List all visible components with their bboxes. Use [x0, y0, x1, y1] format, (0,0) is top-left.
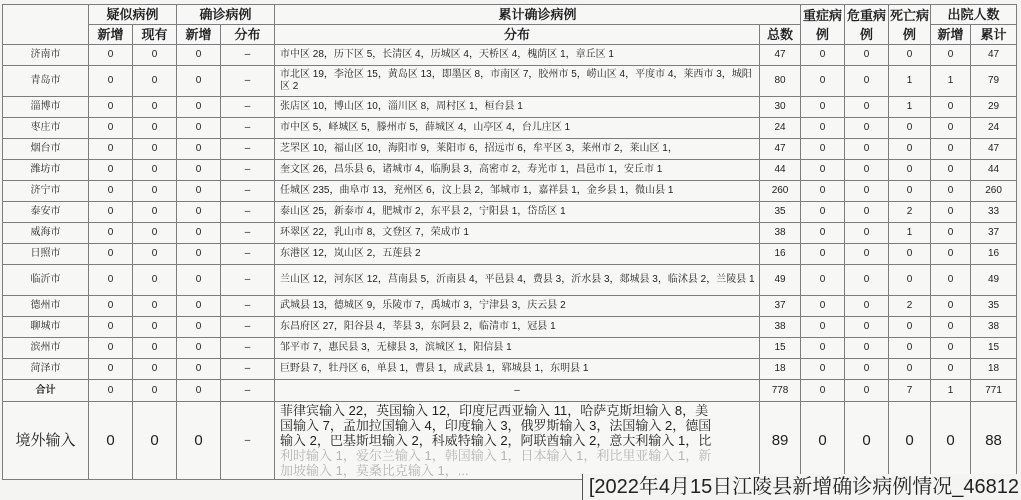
dist-line: 利时输入 1，爱尔兰输入 1，韩国输入 1，日本输入 1，利比里亚输入 1，新	[280, 448, 712, 463]
header-critical: 危重病例	[845, 5, 889, 45]
row-cumulative-total: 47	[760, 139, 801, 160]
row-city: 济南市	[3, 45, 89, 66]
table-row	[3, 181, 1017, 202]
row-discharged-new: 0	[931, 45, 971, 66]
row-severe: 0	[801, 402, 845, 480]
row-cumulative-total: 38	[760, 317, 801, 338]
row-cumulative-dist: 市北区 19，李沧区 15，黄岛区 13，即墨区 8，市南区 7，胶州市 5，崂山区 4，平度市 4，莱西市 3，城阳区 2	[275, 66, 760, 97]
row-severe: 0	[801, 317, 845, 338]
row-suspected-new: 0	[89, 296, 133, 317]
row-suspected-new: 0	[89, 181, 133, 202]
row-suspected-current: 0	[133, 265, 177, 296]
row-cumulative-total: 15	[760, 338, 801, 359]
row-suspected-current: 0	[133, 181, 177, 202]
row-confirmed-new: 0	[177, 97, 221, 118]
row-cumulative-total: 24	[760, 118, 801, 139]
row-suspected-new: 0	[89, 380, 133, 402]
row-severe: 0	[801, 202, 845, 223]
row-severe: 0	[801, 139, 845, 160]
row-confirmed-dist: –	[221, 402, 275, 480]
row-suspected-new: 0	[89, 402, 133, 480]
header-discharged: 出院人数	[931, 5, 1017, 25]
row-confirmed-dist: –	[221, 380, 275, 402]
row-city: 菏泽市	[3, 359, 89, 380]
row-discharged-cum: 24	[971, 118, 1017, 139]
row-suspected-current: 0	[133, 45, 177, 66]
row-city: 合计	[3, 380, 89, 402]
table-row-imported	[3, 402, 1017, 480]
row-cumulative-dist: 兰山区 12，河东区 12，莒南县 5，沂南县 4，平邑县 4，费县 3，沂水县 3，郯城县 3，临沭县 2，兰陵县 1	[275, 265, 760, 296]
row-cumulative-dist: 市中区 28，历下区 5，长清区 4，历城区 4，天桥区 4，槐荫区 1，章丘区 1	[275, 45, 760, 66]
header-city	[3, 5, 89, 45]
row-city: 境外输入	[3, 402, 89, 480]
row-cumulative-total: 49	[760, 265, 801, 296]
row-cumulative-total: 18	[760, 359, 801, 380]
row-confirmed-new: 0	[177, 380, 221, 402]
row-death: 0	[889, 118, 931, 139]
row-city: 济宁市	[3, 181, 89, 202]
header-discharged-new: 新增	[931, 25, 971, 45]
header-confirmed: 确诊病例	[177, 5, 275, 25]
row-cumulative-total: 47	[760, 45, 801, 66]
row-suspected-current: 0	[133, 97, 177, 118]
row-critical: 0	[845, 402, 889, 480]
row-severe: 0	[801, 380, 845, 402]
row-suspected-new: 0	[89, 45, 133, 66]
row-suspected-new: 0	[89, 223, 133, 244]
row-suspected-current: 0	[133, 223, 177, 244]
row-confirmed-new: 0	[177, 338, 221, 359]
row-suspected-current: 0	[133, 296, 177, 317]
row-death: 0	[889, 244, 931, 265]
row-severe: 0	[801, 338, 845, 359]
row-cumulative-dist: 任城区 235，曲阜市 13，兖州区 6，汶上县 2，邹城市 1，嘉祥县 1，金乡县 1，微山县 1	[275, 181, 760, 202]
row-confirmed-dist: –	[221, 118, 275, 139]
row-death: 1	[889, 97, 931, 118]
row-city: 德州市	[3, 296, 89, 317]
row-confirmed-dist: –	[221, 338, 275, 359]
row-death: 1	[889, 66, 931, 97]
row-confirmed-new: 0	[177, 118, 221, 139]
row-suspected-new: 0	[89, 97, 133, 118]
row-discharged-cum: 260	[971, 181, 1017, 202]
row-severe: 0	[801, 45, 845, 66]
row-cumulative-total: 260	[760, 181, 801, 202]
row-confirmed-dist: –	[221, 181, 275, 202]
row-discharged-cum: 33	[971, 202, 1017, 223]
row-severe: 0	[801, 118, 845, 139]
row-death: 0	[889, 45, 931, 66]
row-discharged-new: 0	[931, 359, 971, 380]
row-discharged-new: 0	[931, 402, 971, 480]
row-death: 1	[889, 223, 931, 244]
row-discharged-cum: 44	[971, 160, 1017, 181]
row-discharged-new: 0	[931, 160, 971, 181]
row-confirmed-new: 0	[177, 402, 221, 480]
row-confirmed-new: 0	[177, 181, 221, 202]
row-confirmed-dist: –	[221, 296, 275, 317]
dist-line: 输入 2，巴基斯坦输入 2，科威特输入 2，阿联酋输入 2，意大利输入 1，比	[280, 433, 712, 448]
table-row	[3, 265, 1017, 296]
table-row	[3, 359, 1017, 380]
table-row	[3, 139, 1017, 160]
row-discharged-new: 1	[931, 380, 971, 402]
row-suspected-current: 0	[133, 160, 177, 181]
row-critical: 0	[845, 338, 889, 359]
row-cumulative-dist: 东港区 12，岚山区 2，五莲县 2	[275, 244, 760, 265]
table-row	[3, 338, 1017, 359]
row-discharged-new: 1	[931, 66, 971, 97]
row-city: 淄博市	[3, 97, 89, 118]
row-suspected-current: 0	[133, 66, 177, 97]
row-death: 0	[889, 181, 931, 202]
row-death: 0	[889, 338, 931, 359]
row-confirmed-dist: –	[221, 359, 275, 380]
row-death: 0	[889, 160, 931, 181]
row-cumulative-dist: 东昌府区 27，阳谷县 4，莘县 3，东阿县 2，临清市 1，冠县 1	[275, 317, 760, 338]
row-confirmed-dist: –	[221, 244, 275, 265]
row-confirmed-new: 0	[177, 160, 221, 181]
header-death: 死亡病例	[889, 5, 931, 45]
header-suspected-current: 现有	[133, 25, 177, 45]
row-confirmed-dist: –	[221, 202, 275, 223]
row-discharged-new: 0	[931, 118, 971, 139]
row-discharged-cum: 37	[971, 223, 1017, 244]
row-cumulative-total: 30	[760, 97, 801, 118]
row-cumulative-dist: 奎文区 26，昌乐县 6，诸城市 4，临朐县 3，高密市 2，寿光市 1，昌邑市 1，安丘市 1	[275, 160, 760, 181]
row-discharged-cum: 771	[971, 380, 1017, 402]
row-city: 威海市	[3, 223, 89, 244]
row-cumulative-dist	[275, 402, 760, 480]
row-suspected-current: 0	[133, 139, 177, 160]
row-critical: 0	[845, 244, 889, 265]
row-severe: 0	[801, 265, 845, 296]
row-severe: 0	[801, 160, 845, 181]
row-discharged-new: 0	[931, 139, 971, 160]
row-severe: 0	[801, 223, 845, 244]
table-row	[3, 202, 1017, 223]
table-row	[3, 66, 1017, 97]
row-cumulative-dist: –	[275, 380, 760, 402]
row-severe: 0	[801, 181, 845, 202]
table-row	[3, 45, 1017, 66]
table-row	[3, 118, 1017, 139]
row-cumulative-dist: 邹平市 7，惠民县 3，无棣县 3，滨城区 1，阳信县 1	[275, 338, 760, 359]
row-suspected-current: 0	[133, 402, 177, 480]
row-confirmed-new: 0	[177, 139, 221, 160]
row-critical: 0	[845, 380, 889, 402]
row-suspected-new: 0	[89, 359, 133, 380]
row-death: 7	[889, 380, 931, 402]
row-suspected-new: 0	[89, 118, 133, 139]
row-cumulative-total: 37	[760, 296, 801, 317]
row-confirmed-new: 0	[177, 202, 221, 223]
header-discharged-cum: 累计	[971, 25, 1017, 45]
row-critical: 0	[845, 66, 889, 97]
row-suspected-new: 0	[89, 338, 133, 359]
table-row	[3, 296, 1017, 317]
header-suspected: 疑似病例	[89, 5, 177, 25]
row-suspected-new: 0	[89, 317, 133, 338]
row-confirmed-dist: –	[221, 45, 275, 66]
row-cumulative-total: 44	[760, 160, 801, 181]
row-city: 枣庄市	[3, 118, 89, 139]
row-death: 0	[889, 265, 931, 296]
row-cumulative-dist: 武城县 13，德城区 9，乐陵市 7，禹城市 3，宁津县 3，庆云县 2	[275, 296, 760, 317]
row-cumulative-dist: 张店区 10，博山区 10，淄川区 8，周村区 1，桓台县 1	[275, 97, 760, 118]
row-discharged-cum: 16	[971, 244, 1017, 265]
row-discharged-new: 0	[931, 265, 971, 296]
row-discharged-cum: 18	[971, 359, 1017, 380]
table-row	[3, 223, 1017, 244]
header-cumulative: 累计确诊病例	[275, 5, 801, 25]
row-confirmed-new: 0	[177, 265, 221, 296]
row-confirmed-dist: –	[221, 160, 275, 181]
row-discharged-cum: 15	[971, 338, 1017, 359]
row-death: 0	[889, 139, 931, 160]
row-confirmed-new: 0	[177, 66, 221, 97]
dist-line: 菲律宾输入 22，英国输入 12，印度尼西亚输入 11，哈萨克斯坦输入 8，美	[280, 403, 709, 418]
row-critical: 0	[845, 359, 889, 380]
row-suspected-current: 0	[133, 338, 177, 359]
row-discharged-new: 0	[931, 244, 971, 265]
row-death: 0	[889, 317, 931, 338]
row-discharged-cum: 47	[971, 45, 1017, 66]
row-cumulative-total: 16	[760, 244, 801, 265]
row-suspected-new: 0	[89, 244, 133, 265]
row-suspected-new: 0	[89, 160, 133, 181]
row-critical: 0	[845, 317, 889, 338]
row-critical: 0	[845, 181, 889, 202]
table-row-total	[3, 380, 1017, 402]
row-suspected-current: 0	[133, 118, 177, 139]
row-confirmed-dist: –	[221, 66, 275, 97]
header-confirmed-dist: 分布	[221, 25, 275, 45]
table-row	[3, 244, 1017, 265]
row-confirmed-new: 0	[177, 45, 221, 66]
row-cumulative-total: 80	[760, 66, 801, 97]
row-confirmed-dist: –	[221, 265, 275, 296]
row-death: 2	[889, 296, 931, 317]
row-confirmed-new: 0	[177, 296, 221, 317]
row-critical: 0	[845, 160, 889, 181]
row-cumulative-dist: 市中区 5，峄城区 5，滕州市 5，薛城区 4，山亭区 4，台儿庄区 1	[275, 118, 760, 139]
row-suspected-current: 0	[133, 244, 177, 265]
row-death: 0	[889, 359, 931, 380]
row-confirmed-dist: –	[221, 317, 275, 338]
row-discharged-new: 0	[931, 223, 971, 244]
row-cumulative-total: 38	[760, 223, 801, 244]
row-suspected-current: 0	[133, 202, 177, 223]
header-severe: 重症病例	[801, 5, 845, 45]
row-suspected-new: 0	[89, 139, 133, 160]
row-discharged-cum: 38	[971, 317, 1017, 338]
row-discharged-cum: 35	[971, 296, 1017, 317]
row-cumulative-total: 89	[760, 402, 801, 480]
row-severe: 0	[801, 66, 845, 97]
row-severe: 0	[801, 359, 845, 380]
row-confirmed-dist: –	[221, 223, 275, 244]
row-critical: 0	[845, 265, 889, 296]
row-city: 烟台市	[3, 139, 89, 160]
row-city: 日照市	[3, 244, 89, 265]
row-critical: 0	[845, 118, 889, 139]
row-cumulative-total: 35	[760, 202, 801, 223]
row-confirmed-new: 0	[177, 223, 221, 244]
row-cumulative-dist: 芝罘区 10，福山区 10，海阳市 9，莱阳市 6，招远市 6，牟平区 3，莱州市 2，莱山区 1，	[275, 139, 760, 160]
row-death: 0	[889, 402, 931, 480]
row-critical: 0	[845, 296, 889, 317]
table-row	[3, 160, 1017, 181]
row-discharged-cum: 88	[971, 402, 1017, 480]
row-suspected-current: 0	[133, 380, 177, 402]
row-city: 聊城市	[3, 317, 89, 338]
row-cumulative-dist: 泰山区 25，新泰市 4，肥城市 2，东平县 2，宁阳县 1，岱岳区 1	[275, 202, 760, 223]
row-suspected-new: 0	[89, 202, 133, 223]
row-cumulative-dist: 巨野县 7，牡丹区 6，单县 1，曹县 1，成武县 1，郓城县 1，东明县 1	[275, 359, 760, 380]
header-suspected-new: 新增	[89, 25, 133, 45]
row-death: 2	[889, 202, 931, 223]
header-cumulative-total: 总数	[760, 25, 801, 45]
covid-stats-table	[2, 4, 1017, 480]
row-discharged-new: 0	[931, 317, 971, 338]
row-cumulative-total: 778	[760, 380, 801, 402]
row-suspected-new: 0	[89, 66, 133, 97]
row-confirmed-new: 0	[177, 317, 221, 338]
row-discharged-cum: 47	[971, 139, 1017, 160]
row-confirmed-dist: –	[221, 97, 275, 118]
row-city: 潍坊市	[3, 160, 89, 181]
dist-line: 加坡输入 1，莫桑比克输入 1，...	[280, 463, 469, 478]
row-critical: 0	[845, 202, 889, 223]
table-row	[3, 97, 1017, 118]
row-severe: 0	[801, 97, 845, 118]
row-cumulative-dist: 环翠区 22，乳山市 8，文登区 7，荣成市 1	[275, 223, 760, 244]
row-suspected-current: 0	[133, 359, 177, 380]
row-discharged-cum: 79	[971, 66, 1017, 97]
row-city: 临沂市	[3, 265, 89, 296]
table-row	[3, 317, 1017, 338]
row-discharged-new: 0	[931, 296, 971, 317]
image-caption: [2022年4月15日江陵县新增确诊病例情况_46812	[582, 474, 1021, 500]
row-confirmed-dist: –	[221, 139, 275, 160]
row-severe: 0	[801, 296, 845, 317]
dist-line: 国输入 7，孟加拉国输入 4，印度输入 3，俄罗斯输入 3，法国输入 2，德国	[280, 418, 712, 433]
row-critical: 0	[845, 45, 889, 66]
header-confirmed-new: 新增	[177, 25, 221, 45]
row-critical: 0	[845, 223, 889, 244]
row-severe: 0	[801, 244, 845, 265]
header-cumulative-dist: 分布	[275, 25, 760, 45]
row-city: 青岛市	[3, 66, 89, 97]
row-city: 泰安市	[3, 202, 89, 223]
row-confirmed-new: 0	[177, 359, 221, 380]
row-critical: 0	[845, 97, 889, 118]
row-discharged-new: 0	[931, 338, 971, 359]
row-city: 滨州市	[3, 338, 89, 359]
row-suspected-current: 0	[133, 317, 177, 338]
row-suspected-new: 0	[89, 265, 133, 296]
row-critical: 0	[845, 139, 889, 160]
row-discharged-cum: 49	[971, 265, 1017, 296]
row-discharged-cum: 29	[971, 97, 1017, 118]
row-discharged-new: 0	[931, 181, 971, 202]
row-discharged-new: 0	[931, 97, 971, 118]
row-discharged-new: 0	[931, 202, 971, 223]
row-confirmed-new: 0	[177, 244, 221, 265]
